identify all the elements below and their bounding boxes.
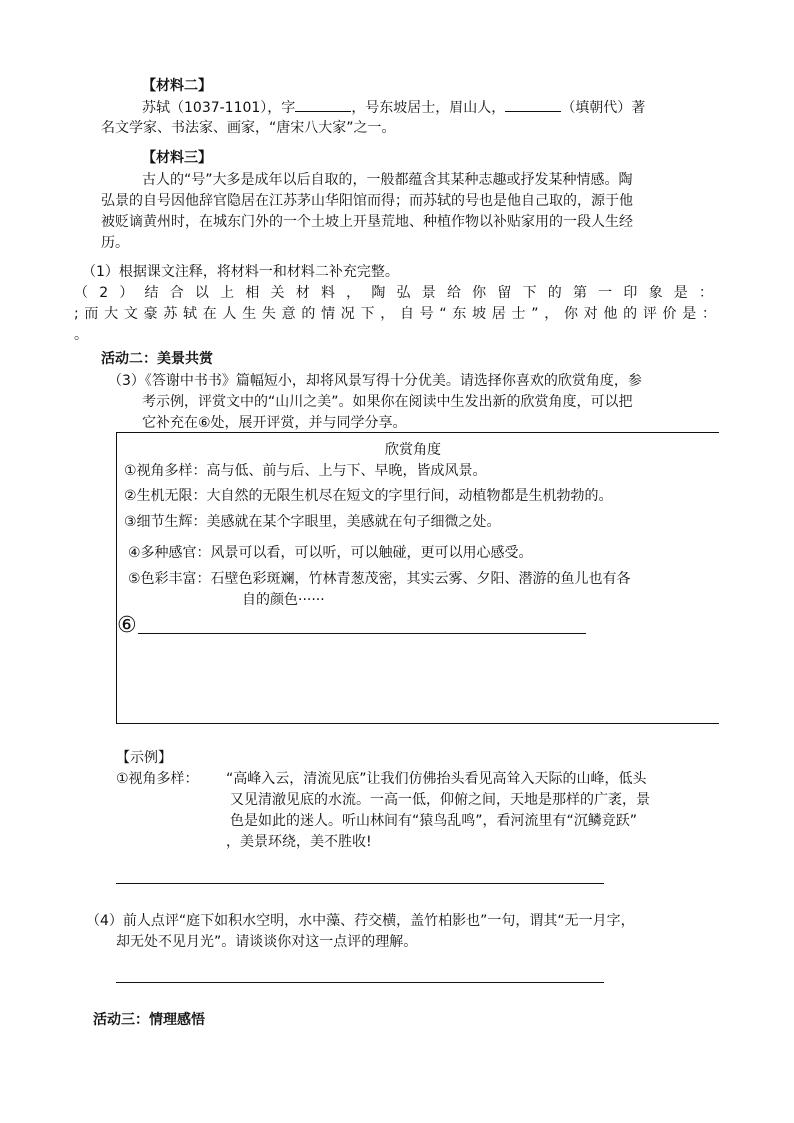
material2-line1 — [142, 97, 645, 118]
table-row-2: ②生机无限：大自然的无限生机尽在短文的字里行间，动植物都是生机勃勃的。 — [124, 488, 613, 504]
table-header: 欣赏角度 — [385, 442, 441, 458]
question-4-answer-line[interactable] — [116, 982, 604, 983]
activity2-title: 活动二：美景共赏 — [101, 351, 213, 367]
dynasty-blank[interactable] — [505, 97, 561, 112]
table-row-3: ③细节生辉：美感就在某个字眼里，美感就在句子细微之处。 — [124, 514, 501, 530]
table-row-4: ④多种感官：风景可以看，可以听，可以触碰，更可以用心感受。 — [128, 545, 533, 561]
table-row-5-cont: 自的颜色······ — [242, 592, 325, 608]
example-line3: 色是如此的迷人。听山林间有“猿鸟乱鸣”，看河流里有“沉鳞竞跃” — [230, 813, 638, 829]
question-2-line1: （2）结合以上相关材料，陶弘景给你留下的第一印象是： — [74, 285, 716, 301]
question-4-line1: （4）前人点评“庭下如积水空明，水中藻、荇交横，盖竹柏影也”一句，谓其“无一月字， — [86, 913, 635, 929]
question-3-line1: （3）《答谢中书书》篇幅短小，却将风景写得十分优美。请选择你喜欢的欣赏角度，参 — [108, 373, 642, 389]
example-line1: “高峰入云，清流见底”让我们仿佛抬头看见高耸入天际的山峰，低头 — [226, 771, 647, 787]
question-2-line3: 。 — [74, 327, 88, 343]
example-line4: ，美景环绕，美不胜收! — [226, 834, 372, 850]
courtesy-name-blank[interactable] — [295, 97, 351, 112]
material2-text-a: 苏轼（1037-1101），字 — [142, 100, 296, 116]
question-4-line2: 却无处不见月光”。请谈谈你对这一点评的理解。 — [116, 934, 418, 950]
example-heading: 【示例】 — [116, 750, 172, 766]
activity3-title: 活动三：情理感悟 — [93, 1012, 205, 1028]
material3-line2: 弘景的自号因他辞官隐居在江苏茅山华阳馆而得；而苏轼的号也是他自己取的，源于他 — [101, 193, 633, 209]
question-1: （1）根据课文注释，将材料一和材料二补充完整。 — [82, 264, 399, 280]
question-3-line3: 它补充在⑥处，展开评赏，并与同学分享。 — [142, 415, 407, 431]
question-3-line2: 考示例，评赏文中的“山川之美”。如果你在阅读中生发出新的欣赏角度，可以把 — [142, 394, 633, 410]
example-answer-line[interactable] — [116, 883, 604, 884]
table-row-5: ⑤色彩丰富：石壁色彩斑斓，竹林青葱茂密，其实云雾、夕阳、潜游的鱼儿也有各 — [128, 571, 631, 587]
material2-heading: 【材料二】 — [142, 78, 212, 94]
material2-text-b: ，号东坡居士，眉山人， — [351, 100, 506, 116]
item-6-answer-line[interactable] — [138, 633, 586, 634]
material3-line3: 被贬谪黄州时，在城东门外的一个土坡上开垦荒地、种植作物以补贴家用的一段人生经 — [101, 214, 633, 230]
material2-line2: 名文学家、书法家、画家，“唐宋八大家”之一。 — [101, 120, 396, 136]
table-row-1: ①视角多样：高与低、前与后、上与下、早晚，皆成风景。 — [124, 463, 487, 479]
example-label: ①视角多样： — [116, 771, 199, 787]
material3-line1: 古人的“号”大多是成年以后自取的，一般都蕴含其某种志趣或抒发某种情感。陶 — [142, 172, 633, 188]
material2-text-c: （填朝代）著 — [561, 100, 646, 116]
material3-heading: 【材料三】 — [142, 150, 212, 166]
question-2-line2: ;而大文豪苏轼在人生失意的情况下，自号“东坡居士”，你对他的评价是： — [74, 306, 716, 322]
material3-line4: 历。 — [101, 235, 129, 251]
example-line2: 又见清澈见底的水流。一高一低，仰俯之间，天地是那样的广袤，景 — [230, 792, 650, 808]
item-6-marker: ⑥ — [117, 613, 137, 638]
